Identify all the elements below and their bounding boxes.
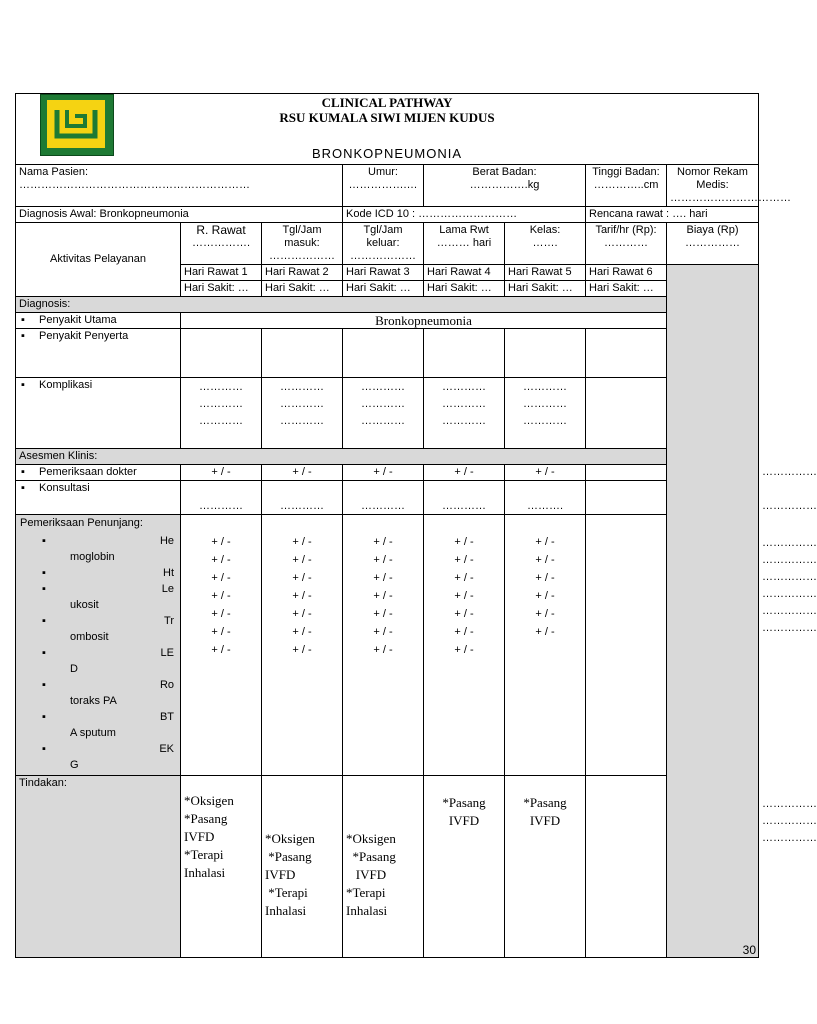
penunjang-item	[20, 581, 174, 613]
komplikasi-day-4	[424, 378, 505, 449]
pm: + / -	[535, 608, 555, 620]
pm: + / -	[292, 536, 312, 548]
pm: + / -	[373, 608, 393, 620]
pm: + / -	[535, 572, 555, 584]
nama-pasien-value: ………………………………………………………	[19, 179, 250, 191]
dots: …………	[361, 398, 405, 410]
tgl-masuk-value: ………………	[269, 250, 335, 262]
pm: + / -	[211, 626, 231, 638]
dots: …………	[361, 381, 405, 393]
penyerta-day-5	[505, 329, 586, 378]
penunjang-item	[20, 645, 174, 677]
biaya-cell	[667, 223, 759, 265]
pm: + / -	[292, 608, 312, 620]
hari-rawat-4: Hari Rawat 4	[424, 265, 505, 281]
tindakan-line: *Oksigen	[265, 831, 315, 846]
tindakan-line: IVFD	[529, 813, 561, 828]
penunjang-item-head: Tr	[164, 615, 174, 627]
hospital-name: RSU KUMALA SIWI MIJEN KUDUS	[279, 110, 495, 125]
berat-badan-value: …………….kg	[469, 179, 540, 191]
pm: + / -	[292, 572, 312, 584]
aktivitas-pelayanan: Aktivitas Pelayanan	[16, 223, 181, 297]
hospital-logo	[40, 94, 114, 156]
biaya-value: ……………	[685, 237, 740, 249]
tindakan-line: Inhalasi	[265, 903, 307, 918]
pm: + / -	[454, 626, 474, 638]
dokter-day-4: + / -	[424, 465, 505, 481]
penyakit-penyerta-label: ▪ Penyakit Penyerta	[16, 329, 181, 378]
tarif-cell	[586, 223, 667, 265]
penunjang-day-5	[505, 515, 586, 776]
tindakan-label: Tindakan:	[16, 776, 181, 958]
dots: …………	[523, 398, 567, 410]
tindakan-line: *Terapi	[346, 885, 386, 900]
biaya-label: Biaya (Rp)	[686, 224, 739, 236]
tindakan-line: Inhalasi	[184, 865, 226, 880]
dots: …………	[442, 398, 486, 410]
pm: + / -	[454, 572, 474, 584]
pm: + / -	[373, 554, 393, 566]
penunjang-item-cont: D	[70, 663, 78, 675]
pm: + / -	[373, 536, 393, 548]
diagnosis-awal: Diagnosis Awal: Bronkopneumonia	[16, 207, 343, 223]
penunjang-day-1	[181, 515, 262, 776]
hari-sakit-6: Hari Sakit: …	[586, 281, 667, 297]
dots: …………	[280, 381, 324, 393]
penunjang-item	[20, 533, 174, 565]
tinggi-badan-cell	[586, 165, 667, 207]
pm: + / -	[211, 536, 231, 548]
header-cell	[16, 94, 759, 165]
tindakan-line: *Terapi	[184, 847, 224, 862]
pm: + / -	[292, 644, 312, 656]
tgl-keluar-cell	[343, 223, 424, 265]
pm: + / -	[292, 590, 312, 602]
hari-rawat-3: Hari Rawat 3	[343, 265, 424, 281]
hari-sakit-4: Hari Sakit: …	[424, 281, 505, 297]
tindakan-line: IVFD	[184, 829, 215, 844]
penunjang-item-head: Le	[161, 583, 174, 595]
komplikasi-day-2	[262, 378, 343, 449]
penyerta-day-4	[424, 329, 505, 378]
tarif-label: Tarif/hr (Rp):	[595, 224, 657, 236]
pathway-name: BRONKOPNEUMONIA	[311, 146, 463, 161]
pm: + / -	[211, 554, 231, 566]
konsultasi-day-6	[586, 481, 667, 515]
hari-rawat-2: Hari Rawat 2	[262, 265, 343, 281]
penunjang-item-cont: toraks PA	[70, 695, 117, 707]
bullet: ▪	[42, 711, 46, 723]
konsultasi-day-5: ……….	[505, 481, 586, 515]
pm: + / -	[373, 644, 393, 656]
ruang-rawat-cell	[181, 223, 262, 265]
kode-icd: Kode ICD 10 : ………………………	[343, 207, 586, 223]
pm: + / -	[373, 590, 393, 602]
penunjang-item-head: Ro	[159, 679, 174, 691]
dots: …………	[442, 415, 486, 427]
kelas-value: …….	[532, 237, 558, 249]
dokter-day-3: + / -	[343, 465, 424, 481]
dots: …………	[523, 381, 567, 393]
biaya-gray-column	[667, 265, 759, 958]
penunjang-section-header: Pemeriksaan Penunjang:	[20, 517, 143, 529]
pathway-table: CLINICAL PATHWAY RSU KUMALA SIWI MIJEN KUDUS BRONKOPNEUMONIA Nama Pasien: ……………………………………………………… Umur: …………….… Berat Badan: …………….kg Tinggi Badan: …………..cm Nomor Rekam Medis: …………………………… Diagnosis Awal: Bronkopneumonia Kode ICD 10 : ……………………… Rencana rawat : …. hari Aktivitas Pelayanan R. Rawat ……………. Tgl/Jam masuk: ……………… Tgl/Jam keluar: ……………… Lama Rwt ……… hari Kelas: ……. Tarif/hr (Rp): ………… Biaya (Rp) …………… Hari Rawat 1 Hari Rawat 2 Hari Rawat 3 Hari Rawat 4 Hari Rawat 5 Hari Rawat 6 Hari Sakit: … Hari Sakit: … Hari Sakit: … Hari Sakit: … Hari Sakit: … Hari Sakit: … Diagnosis: ▪ Penyakit Utama Bronkopneumonia ▪ Penyakit Penyerta ▪ Komplikasi ………… ………… ………… ………… ………… ………… ………… ………… ………… ………… ………… ………… ………… ………… ………… Asesmen Klinis: ▪ Pemeriksaan dokter + / - + / - + / - + / - + / - …………… ▪ Konsultasi ………… ………… ………… ………… ………. …………… Pemeriksaan Penunjang: ▪ He moglobin ▪ Ht ▪ Le ukosit ▪ Tr ombosit ▪ LE D ▪ Ro toraks PA ▪ BT A sputum ▪ EK G + / - + / - + / - + / - + / - + / - + / - + / - + / - + / - + / - + / - + / - + / - + / - + / - + / - + / - + / - + / - + / - + / - + / - + / - + / - + / - + / - + / - + / - + / - + / - + / - + / - + / - …………… …………… …………… …………… …………… …………… Tindakan: *Oksigen *Pasang IVFD *Terapi Inhalasi *Oksigen *Pasang IVFD *Terapi Inhalasi *Oksigen *Pasang IVFD *Terapi Inhalasi *Pasang IVFD *Pasang IVFD …………… …………… ……………	[15, 93, 759, 958]
bullet: ▪	[42, 679, 46, 691]
konsultasi-day-1: …………	[181, 481, 262, 515]
pemeriksaan-dokter-label: ▪ Pemeriksaan dokter	[16, 465, 181, 481]
rekam-medis-cell	[667, 165, 791, 207]
tindakan-day-4	[424, 776, 505, 958]
hari-sakit-3: Hari Sakit: …	[343, 281, 424, 297]
penyakit-utama-label: ▪ Penyakit Utama	[16, 313, 181, 329]
penunjang-item-cont: ukosit	[70, 599, 99, 611]
penunjang-day-2	[262, 515, 343, 776]
tgl-keluar-label: Tgl/Jam keluar:	[363, 224, 403, 249]
pm: + / -	[373, 626, 393, 638]
dots: …………	[361, 415, 405, 427]
lama-rawat-cell	[424, 223, 505, 265]
pm: + / -	[211, 590, 231, 602]
rencana-rawat: Rencana rawat : …. hari	[586, 207, 759, 223]
dokter-day-1: + / -	[181, 465, 262, 481]
tindakan-line: *Oksigen	[346, 831, 396, 846]
tinggi-badan-value: …………..cm	[593, 179, 659, 191]
ruang-rawat-value: …………….	[191, 237, 251, 249]
komplikasi-day-5	[505, 378, 586, 449]
penunjang-day-6	[586, 515, 667, 776]
rekam-medis-label: Nomor Rekam Medis:	[677, 166, 748, 191]
tindakan-line: IVFD	[346, 867, 387, 882]
penunjang-item-cont: ombosit	[70, 631, 109, 643]
penunjang-day-3	[343, 515, 424, 776]
penunjang-item-head: He	[159, 535, 174, 547]
pm: + / -	[211, 608, 231, 620]
berat-badan-label: Berat Badan:	[472, 166, 537, 178]
pm: + / -	[292, 626, 312, 638]
penunjang-label-cell	[16, 515, 181, 776]
bullet: ▪	[42, 583, 46, 595]
tindakan-line: Inhalasi	[346, 903, 388, 918]
tindakan-line: *Pasang	[184, 811, 228, 826]
pm: + / -	[454, 536, 474, 548]
tindakan-line: *Oksigen	[184, 793, 234, 808]
tgl-masuk-cell	[262, 223, 343, 265]
tarif-value: …………	[604, 237, 648, 249]
hari-rawat-5: Hari Rawat 5	[505, 265, 586, 281]
berat-badan-cell	[424, 165, 586, 207]
konsultasi-day-4: …………	[424, 481, 505, 515]
penyakit-utama-value: Bronkopneumonia	[181, 313, 667, 329]
pm: + / -	[535, 590, 555, 602]
document-title: CLINICAL PATHWAY	[321, 95, 453, 110]
tindakan-day-3	[343, 776, 424, 958]
tindakan-line: *Pasang	[523, 795, 567, 810]
pm: + / -	[211, 572, 231, 584]
penunjang-item	[20, 677, 174, 709]
tindakan-day-1	[181, 776, 262, 958]
diagnosis-section-header: Diagnosis:	[16, 297, 667, 313]
pm: + / -	[211, 644, 231, 656]
konsultasi-label: ▪ Konsultasi	[16, 481, 181, 515]
tindakan-line: *Pasang	[265, 849, 312, 864]
kelas-cell	[505, 223, 586, 265]
penunjang-item	[20, 741, 174, 773]
komplikasi-label: ▪ Komplikasi	[16, 378, 181, 449]
lama-rawat-label: Lama Rwt	[439, 224, 489, 236]
penunjang-item	[20, 709, 174, 741]
bullet: ▪	[42, 743, 46, 755]
dots: …………	[523, 415, 567, 427]
pm: + / -	[535, 536, 555, 548]
penyerta-day-2	[262, 329, 343, 378]
pm: + / -	[373, 572, 393, 584]
tindakan-line: *Terapi	[265, 885, 308, 900]
komplikasi-day-3	[343, 378, 424, 449]
hari-rawat-6: Hari Rawat 6	[586, 265, 667, 281]
pm: + / -	[454, 554, 474, 566]
penunjang-item-head: LE	[160, 647, 174, 659]
dokter-day-2: + / -	[262, 465, 343, 481]
umur-cell	[343, 165, 424, 207]
penunjang-item-head: EK	[159, 743, 174, 755]
hari-sakit-1: Hari Sakit: …	[181, 281, 262, 297]
tindakan-line: IVFD	[265, 867, 296, 882]
penunjang-item-cont: A sputum	[70, 727, 116, 739]
pm: + / -	[535, 626, 555, 638]
pm: + / -	[454, 590, 474, 602]
bullet: ▪	[42, 647, 46, 659]
bullet: ▪	[42, 567, 46, 579]
komplikasi-day-1	[181, 378, 262, 449]
lama-rawat-value: ……… hari	[436, 237, 492, 249]
dots: …………	[199, 415, 243, 427]
penunjang-item-cont: moglobin	[70, 551, 115, 563]
pm: + / -	[292, 554, 312, 566]
konsultasi-day-3: …………	[343, 481, 424, 515]
penunjang-item-head: Ht	[163, 567, 174, 579]
hari-sakit-2: Hari Sakit: …	[262, 281, 343, 297]
rekam-medis-value: ……………………………	[670, 192, 791, 204]
konsultasi-day-2: …………	[262, 481, 343, 515]
pm: + / -	[454, 644, 474, 656]
dots: …………	[442, 381, 486, 393]
umur-value: …………….…	[348, 179, 418, 191]
tindakan-day-2	[262, 776, 343, 958]
penyerta-day-3	[343, 329, 424, 378]
pm: + / -	[535, 554, 555, 566]
dots: …………	[199, 381, 243, 393]
hari-sakit-5: Hari Sakit: …	[505, 281, 586, 297]
penunjang-item	[20, 613, 174, 645]
penunjang-item	[20, 565, 174, 581]
pm: + / -	[454, 608, 474, 620]
dokter-day-5: + / -	[505, 465, 586, 481]
dokter-day-6	[586, 465, 667, 481]
penunjang-item-head: BT	[159, 711, 174, 723]
ruang-rawat-label: R. Rawat	[196, 223, 246, 237]
tgl-masuk-label: Tgl/Jam masuk:	[282, 224, 322, 249]
tindakan-line: *Pasang	[346, 849, 396, 864]
dots: …………	[280, 415, 324, 427]
clinical-pathway-document	[15, 93, 817, 958]
penyerta-day-1	[181, 329, 262, 378]
dots: …………	[199, 398, 243, 410]
tindakan-day-6	[586, 776, 667, 958]
hari-rawat-1: Hari Rawat 1	[181, 265, 262, 281]
nama-pasien-label: Nama Pasien:	[19, 166, 89, 178]
dots: …………	[280, 398, 324, 410]
tinggi-badan-label: Tinggi Badan:	[592, 166, 660, 178]
bullet: ▪	[42, 535, 46, 547]
penyerta-day-6	[586, 329, 667, 378]
nama-pasien-cell	[16, 165, 343, 207]
kelas-label: Kelas:	[529, 224, 561, 236]
tindakan-line: IVFD	[448, 813, 480, 828]
tindakan-line: *Pasang	[442, 795, 486, 810]
logo-emblem-icon	[53, 106, 99, 142]
tgl-keluar-value: ………………	[350, 250, 416, 262]
tindakan-day-5	[505, 776, 586, 958]
page-number: 30	[742, 943, 756, 957]
asesmen-section-header: Asesmen Klinis:	[16, 449, 667, 465]
penunjang-item-cont: G	[70, 759, 79, 771]
komplikasi-day-6	[586, 378, 667, 449]
bullet: ▪	[42, 615, 46, 627]
penunjang-day-4	[424, 515, 505, 776]
umur-label: Umur:	[368, 166, 398, 178]
